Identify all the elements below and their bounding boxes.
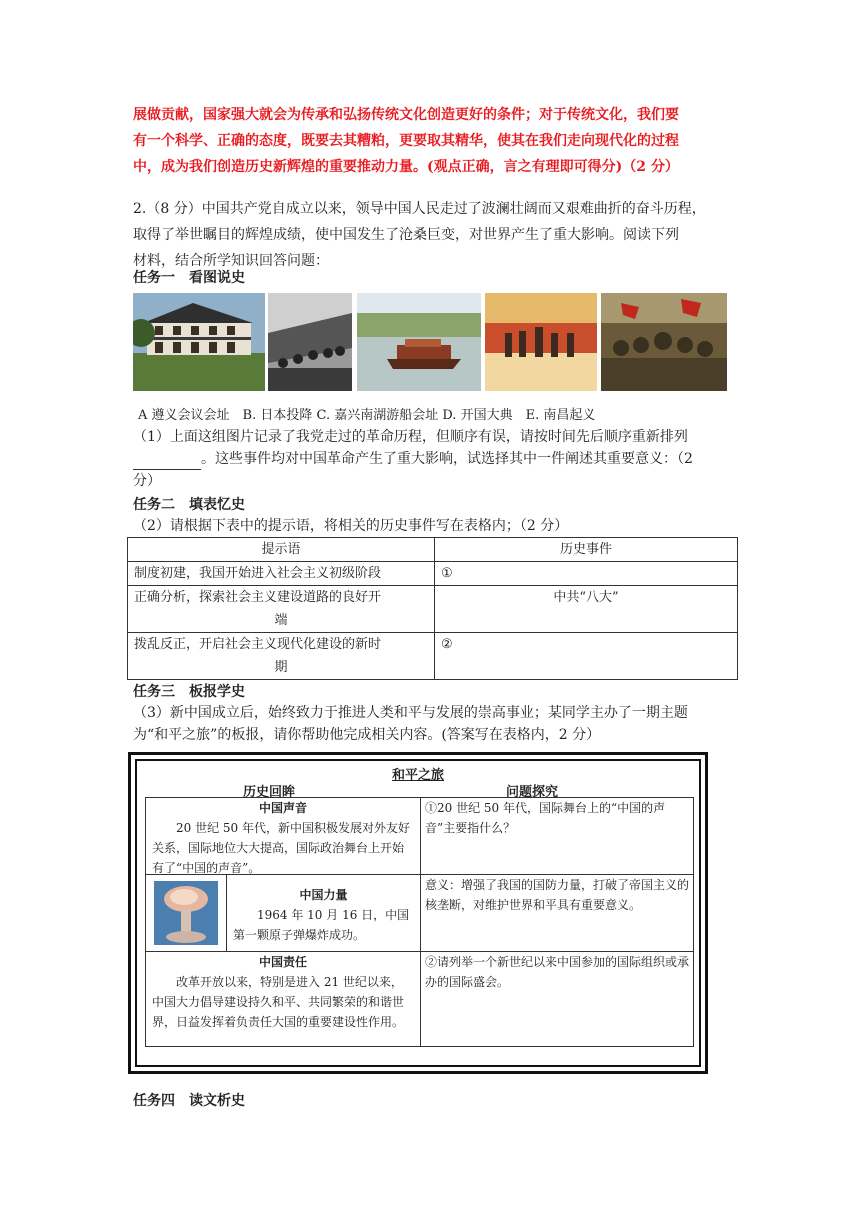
q1-line: 分） xyxy=(133,473,161,489)
china-responsibility-text: 改革开放以来，特别是进入 21 世纪以来，中国大力倡导建设持久和平、共同繁荣的和谐世界，日益发挥着负责任大国的重要建设性作用。 xyxy=(152,975,405,1029)
history-events-table xyxy=(127,537,738,680)
question-2-prompt: （2）请根据下表中的提示语，将相关的历史事件写在表格内；（2 分） xyxy=(133,518,569,534)
q3-line: （3）新中国成立后，始终致力于推进人类和平与发展的崇高事业；某同学主办了一期主题 xyxy=(133,705,688,721)
question-3 xyxy=(133,702,735,746)
photo-founding-ceremony xyxy=(485,293,597,391)
answer-line: 中，成为我们创造历史新辉煌的重要推动力量。(观点正确，言之有理即可得分)（2 分） xyxy=(133,159,679,175)
answer-blank[interactable] xyxy=(133,455,201,470)
q1-line: 。这些事件均对中国革命产生了重大影响，试选择其中一件阐述其重要意义：（2 xyxy=(133,448,735,470)
hint-cell: 拨乱反正，开启社会主义现代化建设的新时 期 xyxy=(128,633,435,680)
question-responsibility-box[interactable]: ②请列举一个新世纪以来中国参加的国际组织或承办的国际盛会。 xyxy=(420,951,694,1047)
photo-nanchang-uprising xyxy=(601,293,727,391)
header-cell: 提示语 xyxy=(128,538,435,562)
intro-line: 取得了举世瞩目的辉煌成绩，使中国发生了沧桑巨变，对世界产生了重大影响。阅读下列 xyxy=(133,227,679,243)
china-voice-box xyxy=(145,797,421,875)
header-cell: 历史事件 xyxy=(435,538,738,562)
photo-caption: A 遵义会议会址 B. 日本投降 C. 嘉兴南湖游船会址 D. 开国大典 E. 南昌起义 xyxy=(138,408,596,423)
mushroom-cloud-photo-box xyxy=(145,874,227,952)
photo-strip xyxy=(133,293,727,391)
answer-line: 展做贡献，国家强大就会为传承和弘扬传统文化创造更好的条件；对于传统文化，我们要 xyxy=(133,107,679,123)
hint-cell: 制度初建，我国开始进入社会主义初级阶段 xyxy=(128,562,435,586)
china-responsibility-title: 中国责任 xyxy=(258,955,307,969)
power-significance-box: 意义：增强了我国的国防力量，打破了帝国主义的核垄断，对维护世界和平具有重要意义。 xyxy=(420,874,694,952)
table-header-row xyxy=(128,538,738,562)
hint-cell: 正确分析，探索社会主义建设道路的良好开 端 xyxy=(128,586,435,633)
peace-journey-board xyxy=(128,752,708,1074)
china-power-text: 1964 年 10 月 16 日，中国第一颗原子弹爆炸成功。 xyxy=(233,908,410,942)
event-cell[interactable]: ① xyxy=(435,562,738,586)
china-power-title: 中国力量 xyxy=(299,888,348,902)
event-cell[interactable]: ② xyxy=(435,633,738,680)
board-title: 和平之旅 xyxy=(391,768,444,783)
table-row xyxy=(128,586,738,633)
answer-text-red xyxy=(133,102,733,180)
task-1-heading: 任务一 看图说史 xyxy=(133,270,245,286)
q1-line: （1）上面这组图片记录了我党走过的革命历程，但顺序有误，请按时间先后顺序重新排列 xyxy=(133,429,688,445)
china-power-box xyxy=(226,874,421,952)
photo-japan-surrender xyxy=(268,293,352,391)
intro-line: 材料，结合所学知识回答问题： xyxy=(133,253,329,269)
q3-line: 为“和平之旅”的板报，请你帮助他完成相关内容。(答案写在表格内，2 分） xyxy=(133,727,601,743)
task-2-heading: 任务二 填表忆史 xyxy=(133,497,245,513)
event-cell: 中共“八大” xyxy=(435,586,738,633)
answer-line: 有一个科学、正确的态度，既要去其糟粕，更要取其精华，使其在我们走向现代化的过程 xyxy=(133,133,679,149)
task-4-heading: 任务四 读文析史 xyxy=(133,1093,245,1109)
question-2-intro xyxy=(133,196,735,274)
right-column-heading: 问题探究 xyxy=(506,785,559,800)
table-row xyxy=(128,633,738,680)
question-voice-box[interactable]: ①20 世纪 50 年代，国际舞台上的“中国的声音”主要指什么？ xyxy=(420,797,694,875)
intro-line: 2.（8 分）中国共产党自成立以来，领导中国人民走过了波澜壮阔而又艰难曲折的奋斗历程， xyxy=(133,201,706,217)
china-voice-title: 中国声音 xyxy=(258,801,307,815)
photo-zunyi-site xyxy=(133,293,265,391)
question-1 xyxy=(133,426,735,492)
china-responsibility-box xyxy=(145,951,421,1047)
task-3-heading: 任务三 板报学史 xyxy=(133,684,245,700)
left-column-heading: 历史回眸 xyxy=(243,785,296,800)
mushroom-cloud-image xyxy=(154,881,218,945)
photo-jiaxing-boat xyxy=(357,293,481,391)
table-row xyxy=(128,562,738,586)
china-voice-text: 20 世纪 50 年代，新中国积极发展对外友好关系，国际地位大大提高，国际政治舞台上开始有了“中国的声音”。 xyxy=(152,821,410,875)
